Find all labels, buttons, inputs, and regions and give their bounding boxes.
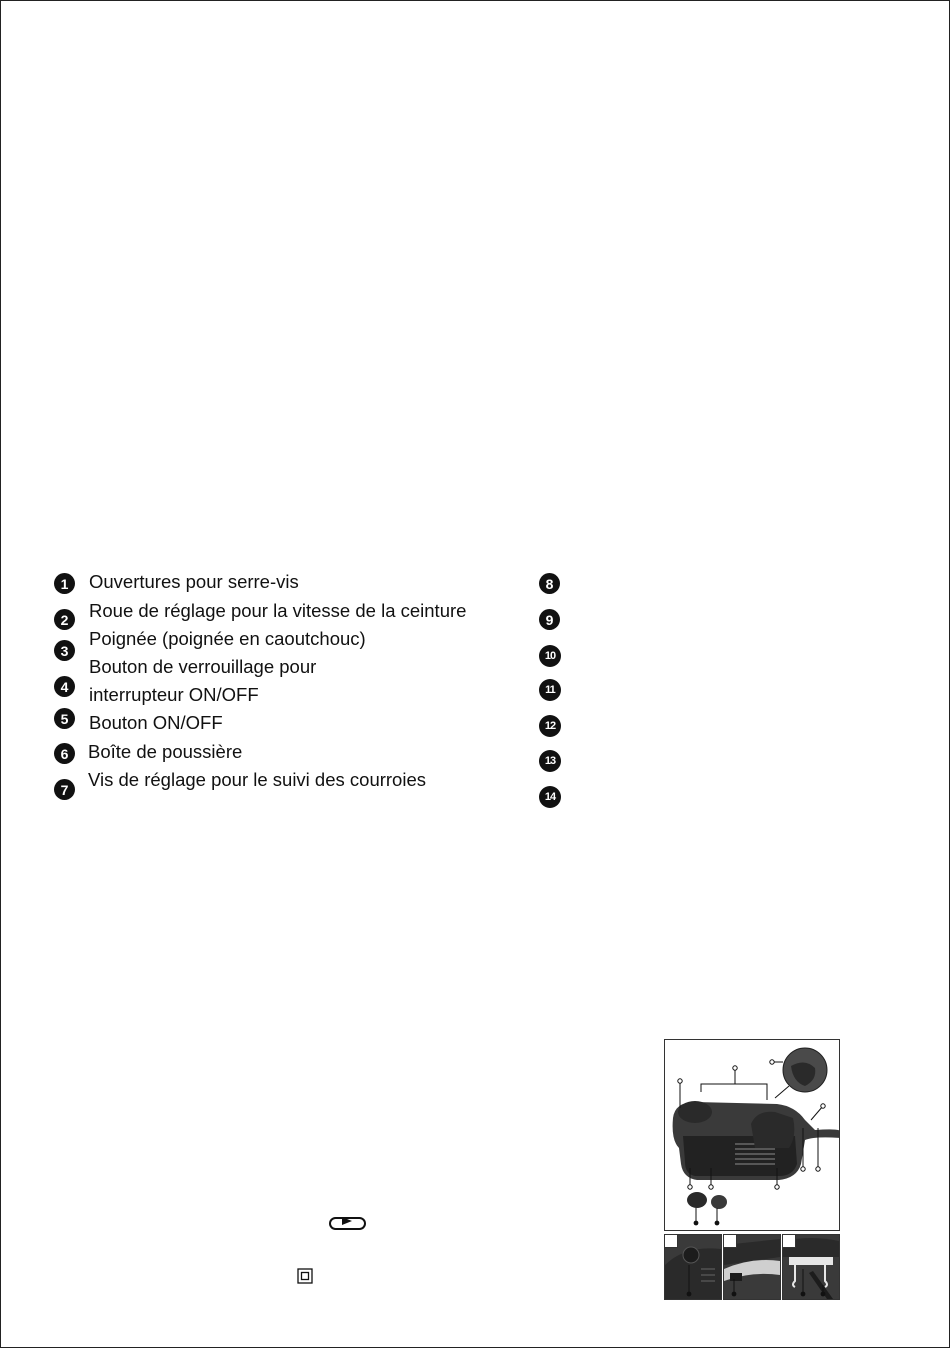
legend-label-4-line2: interrupteur ON/OFF (89, 684, 259, 705)
detail-label-box-1 (664, 1234, 678, 1248)
legend-number-12: 12 (539, 715, 561, 737)
detail-label-box-3 (782, 1234, 796, 1248)
legend-number-8: 8 (539, 573, 560, 594)
legend-number-10: 10 (539, 645, 561, 667)
legend-number-3: 3 (54, 640, 75, 661)
legend-number-7: 7 (54, 779, 75, 800)
legend-number-13: 13 (539, 750, 561, 772)
legend-number-4: 4 (54, 676, 75, 697)
detail-label-box-2 (723, 1234, 737, 1248)
belt-direction-arrow-icon (328, 1213, 368, 1233)
legend-number-9: 9 (539, 609, 560, 630)
legend-label-5: Bouton ON/OFF (89, 712, 223, 733)
double-insulation-icon (297, 1268, 313, 1284)
legend-label-1: Ouvertures pour serre-vis (89, 571, 299, 592)
legend-number-1: 1 (54, 573, 75, 594)
legend-number-6: 6 (54, 743, 75, 764)
legend-label-6: Boîte de poussière (88, 741, 243, 762)
legend-label-3: Poignée (poignée en caoutchouc) (89, 628, 366, 649)
legend-label-7: Vis de réglage pour le suivi des courroies (88, 769, 426, 790)
legend-label-4-line1: Bouton de verrouillage pour (89, 656, 317, 677)
legend-number-11: 11 (539, 679, 561, 701)
legend-number-14: 14 (539, 786, 561, 808)
legend-number-2: 2 (54, 609, 75, 630)
belt-sander-photo (664, 1039, 840, 1231)
legend-label-2: Roue de réglage pour la vitesse de la ceinture (89, 600, 467, 621)
legend-number-5: 5 (54, 708, 75, 729)
